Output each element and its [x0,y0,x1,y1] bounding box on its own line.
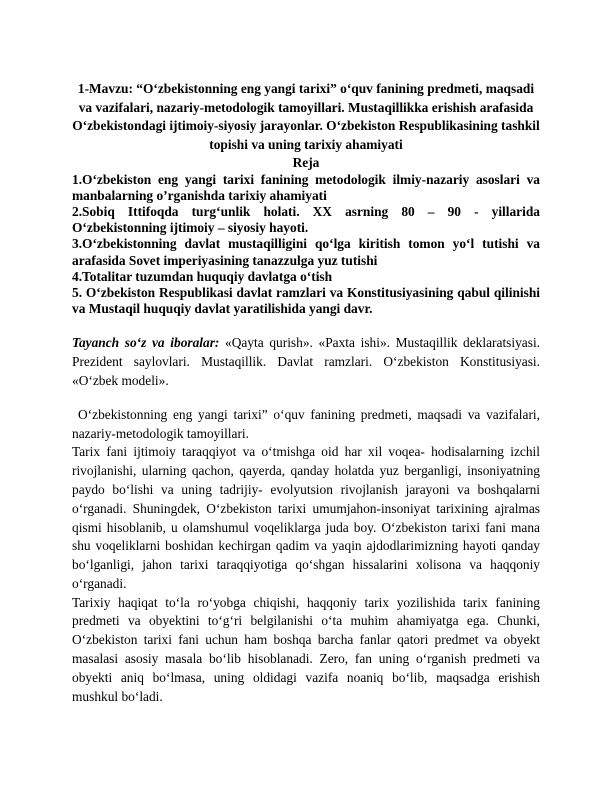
plan-item: 4.Totalitar tuzumdan huquqiy davlatga o‘tish [72,268,333,284]
plan-list [72,172,540,318]
keywords-paragraph [72,334,540,390]
section-heading: O‘zbekistonning eng yangi tarixi” o‘quv fanining predmeti, maqsadi va vazifalari, nazariy-metodologik tamoyillari. [72,406,540,441]
body-paragraph: Tarixiy haqiqat to‘la ro‘yobga chiqishi, haqqoniy tarix yozilishida tarix fanining predmeti va obyektini to‘g‘ri belgilanishi o‘ta muhim ahamiyatga ega. Chunki, O‘zbekiston tarixi fani uchun ham boshqa barcha fanlar qatori predmet va obyekt masalasi asosiy masala bo‘lib hisoblanadi. Zero, fan uning o‘rganish predmeti va obyekti aniq bo‘lmasa, uning oldidagi vazifa noaniq bo‘lib, maqsadga erishish mushkul bo‘ladi. [72,594,540,704]
plan-item: 2.Sobiq Ittifoqda turg‘unlik holati. XX asrning 80 – 90 - yillarida O‘zbekistonning ijtimoiy – siyosiy hayoti. [72,203,540,236]
keywords-text: «Qayta qurish». «Paxta ishi». Mustaqillik deklaratsiyasi. Prezident saylovlari. Mustaqillik. Davlat ramzlari. O‘zbekiston Konstitusiyasi. «O‘zbek modeli». [72,335,541,388]
document-page [72,80,540,706]
document-title: 1-Mavzu: “O‘zbekistonning eng yangi tarixi” o‘quv fanining predmeti, maqsadi va vazifalari, nazariy-metodologik tamoyillari. Mustaqillikka erishish arafasida O‘zbekistondagi ijtimoiy-siyosiy jarayonlar. O‘zbekiston Respublikasining tashkil topishi va uning tarixiy ahamiyati [72,81,540,152]
body-paragraph: Tarix fani ijtimoiy taraqqiyot va o‘tmishga oid har xil voqea- hodisalarning izchil rivojlanishi, ularning qachon, qayerda, qanday holatda yuz berganligi, insoniyatning paydo bo‘lishi va uning tadrijiy- evolyutsion rivojlanish jarayoni va boshqalarni o‘rganadi. Shuningdek, O‘zbekiston tarixi umumjahon-insoniyat tarixining ajralmas qismi hisoblanib, u olamshumul voqeliklarga juda boy. O‘zbekiston tarixi fani mana shu voqeliklarni boshidan kechirgan qadim va yaqin ajdodlarimizning hayoti qanday bo‘lganligi, jahon tarixi taraqqiyotiga qo‘shgan hissalarini xolisona va haqqoniy o‘rganadi. [72,444,540,591]
plan-item: 1.O‘zbekiston eng yangi tarixi fanining metodologik ilmiy-nazariy asoslari va manbalarning o’rganishda tarixiy ahamiyati [72,171,540,203]
keywords-label: Tayanch so‘z va iboralar: [72,335,220,351]
plan-heading: Reja [292,155,320,170]
plan-item: 5. O‘zbekiston Respublikasi davlat ramzlari va Konstitusiyasining qabul qilinishi va Mustaqil huquqiy davlat yaratilishida yangi davr. [72,284,540,317]
plan-item: 3.O‘zbekistonning davlat mustaqilligini qo‘lga kiritish tomon yo‘l tutishi va arafasida Sovet imperiyasining tanazzulga yuz tutishi [72,236,540,268]
